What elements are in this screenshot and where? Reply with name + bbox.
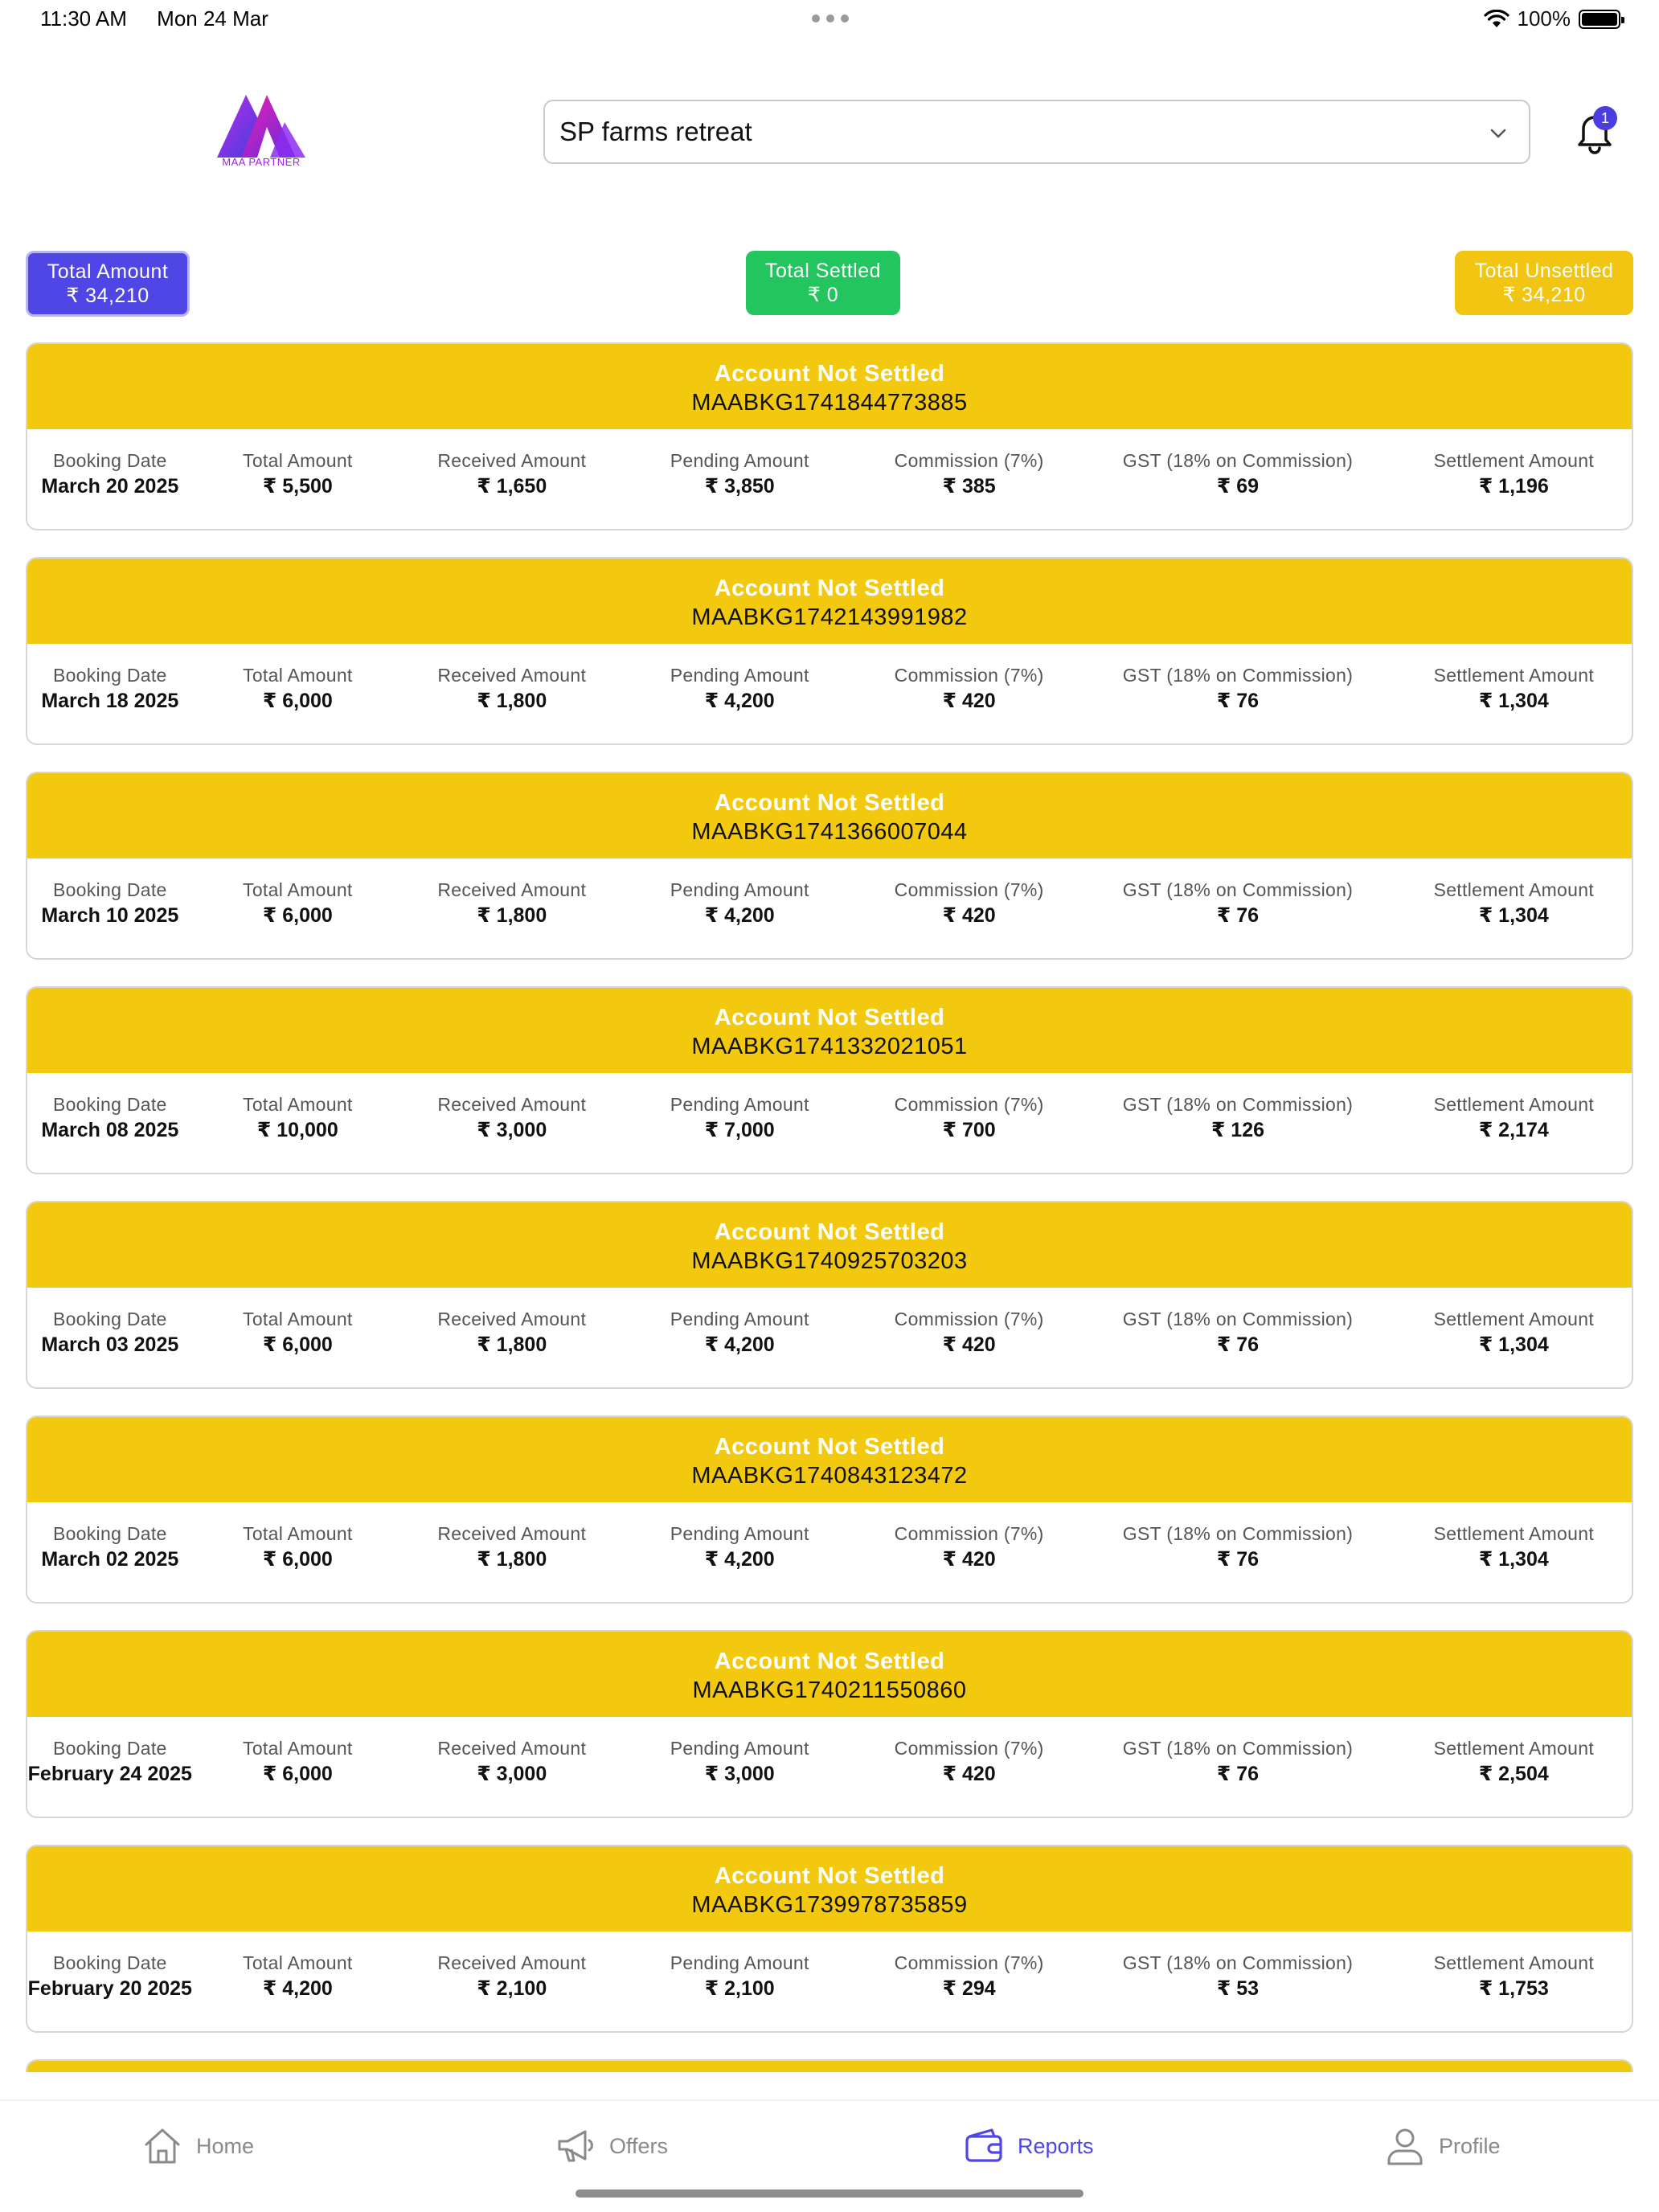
settlement-status: Account Not Settled [714,361,945,387]
commission-value: ₹ 420 [942,1333,996,1356]
pending-amount-column [621,878,858,929]
booking-date-label: Booking Date [52,1523,167,1544]
total-amount-value: ₹ 6,000 [262,1763,333,1785]
received-amount-column [403,1307,621,1358]
received-amount-column [403,878,621,929]
tab-profile-label: Profile [1439,2133,1501,2158]
received-amount-value: ₹ 1,800 [477,1333,547,1356]
total-amount-value: ₹ 6,000 [262,904,333,927]
booking-card-header [27,1417,1632,1502]
booking-date-value: February 24 2025 [27,1763,192,1785]
pending-amount-column [621,1951,858,2002]
settlement-amount-label: Settlement Amount [1433,1952,1595,1973]
gst-value: ₹ 76 [1216,1548,1260,1571]
pending-amount-label: Pending Amount [670,1523,809,1544]
booking-date-value: March 10 2025 [41,904,179,927]
total-amount-value: ₹ 5,500 [262,475,333,498]
received-amount-value: ₹ 2,100 [477,1977,547,2000]
total-amount-label: Total Amount [243,450,353,471]
commission-column [858,1736,1079,1788]
home-icon [141,2125,183,2167]
commission-label: Commission (7%) [894,450,1044,471]
settlement-amount-value: ₹ 1,304 [1478,1548,1549,1571]
commission-value: ₹ 385 [942,475,996,498]
settlement-amount-column [1396,1736,1632,1788]
total-amount-column [193,1522,403,1573]
received-amount-label: Received Amount [437,879,587,900]
received-amount-value: ₹ 3,000 [477,1763,547,1785]
pending-amount-value: ₹ 3,850 [704,475,775,498]
status-indicators [1484,6,1621,31]
settlement-amount-column [1396,878,1632,929]
gst-value: ₹ 76 [1216,1763,1260,1785]
settlement-amount-value: ₹ 1,304 [1478,690,1549,712]
total-amount-column [193,1951,403,2002]
commission-label: Commission (7%) [894,1738,1044,1759]
booking-date-label: Booking Date [52,1309,167,1329]
gst-label: GST (18% on Commission) [1122,1952,1354,1973]
commission-column [858,1307,1079,1358]
pending-amount-value: ₹ 2,100 [704,1977,775,2000]
settlement-amount-column [1396,1522,1632,1573]
pending-amount-label: Pending Amount [670,1309,809,1329]
booking-card-partial[interactable] [26,2059,1633,2072]
pending-amount-column [621,1522,858,1573]
settlement-amount-column [1396,1092,1632,1144]
received-amount-value: ₹ 1,800 [477,1548,547,1571]
tab-home-label: Home [196,2133,255,2158]
settlement-amount-column [1396,1951,1632,2002]
tab-home[interactable] [141,2125,254,2167]
booking-date-column [27,1736,193,1788]
settlement-status: Account Not Settled [714,790,945,816]
total-amount-label: Total Amount [243,1738,353,1759]
booking-card-details [27,1931,1632,2002]
property-select[interactable] [543,100,1530,164]
multitasking-dots-icon[interactable] [812,14,849,23]
commission-column [858,1951,1079,2002]
gst-value: ₹ 76 [1216,904,1260,927]
gst-column [1079,1092,1395,1144]
booking-card-header [27,773,1632,858]
received-amount-label: Received Amount [437,1094,587,1115]
pending-amount-label: Pending Amount [670,1738,809,1759]
booking-date-label: Booking Date [52,1952,167,1973]
pending-amount-value: ₹ 4,200 [704,1333,775,1356]
gst-column [1079,663,1395,715]
booking-date-value: February 20 2025 [27,1977,192,2000]
commission-value: ₹ 294 [942,1977,996,2000]
pending-amount-label: Pending Amount [670,879,809,900]
booking-card-header [27,1202,1632,1288]
booking-card[interactable] [26,1201,1633,1389]
booking-id: MAABKG1740211550860 [692,1677,967,1703]
booking-id: MAABKG1741332021051 [691,1034,968,1059]
total-amount-label: Total Amount [243,1094,353,1115]
total-settled-value: ₹ 0 [807,284,839,306]
booking-card-details [27,1502,1632,1573]
booking-card-header [27,1632,1632,1717]
received-amount-value: ₹ 3,000 [477,1119,547,1141]
pending-amount-column [621,1736,858,1788]
total-unsettled-value: ₹ 34,210 [1502,284,1586,306]
received-amount-column [403,663,621,715]
received-amount-column [403,1092,621,1144]
received-amount-value: ₹ 1,650 [477,475,547,498]
booking-card-header [27,344,1632,429]
total-unsettled-label: Total Unsettled [1474,260,1614,282]
total-settled-label: Total Settled [764,260,882,282]
booking-id: MAABKG1740925703203 [691,1248,968,1274]
settlement-amount-value: ₹ 1,304 [1478,904,1549,927]
booking-date-column [27,1307,193,1358]
pending-amount-column [621,663,858,715]
status-bar [0,0,1659,39]
total-amount-badge[interactable] [26,251,190,317]
total-amount-value: ₹ 6,000 [262,690,333,712]
wallet-icon [963,2125,1005,2167]
booking-date-column [27,878,193,929]
settlement-amount-label: Settlement Amount [1433,1309,1595,1329]
commission-value: ₹ 420 [942,690,996,712]
booking-card-header [27,1846,1632,1931]
booking-date-value: March 03 2025 [41,1333,179,1356]
received-amount-label: Received Amount [437,1523,587,1544]
pending-amount-label: Pending Amount [670,1952,809,1973]
total-amount-column [193,1092,403,1144]
booking-card[interactable] [26,1845,1633,2033]
booking-card[interactable] [26,1415,1633,1604]
commission-column [858,1092,1079,1144]
status-time-date [40,6,293,31]
booking-date-value: March 18 2025 [41,690,179,712]
settlement-status: Account Not Settled [714,1005,945,1030]
total-settled-badge[interactable] [746,251,900,315]
settlement-amount-value: ₹ 1,753 [1478,1977,1549,2000]
booking-date-column [27,1522,193,1573]
pending-amount-value: ₹ 3,000 [704,1763,775,1785]
total-amount-column [193,1307,403,1358]
booking-id: MAABKG1741366007044 [691,819,968,845]
total-amount-column [193,878,403,929]
total-amount-value: ₹ 34,210 [66,285,150,307]
booking-id: MAABKG1741844773885 [691,390,968,416]
booking-date-column [27,449,193,500]
commission-label: Commission (7%) [894,1952,1044,1973]
received-amount-label: Received Amount [437,1952,587,1973]
gst-column [1079,878,1395,929]
settlement-amount-value: ₹ 1,196 [1478,475,1549,498]
booking-card[interactable] [26,342,1633,530]
booking-id: MAABKG1740843123472 [691,1463,968,1489]
commission-label: Commission (7%) [894,1094,1044,1115]
total-amount-label: Total Amount [47,260,169,283]
booking-date-value: March 02 2025 [41,1548,179,1571]
gst-value: ₹ 69 [1216,475,1260,498]
total-amount-column [193,449,403,500]
commission-value: ₹ 420 [942,1548,996,1571]
commission-column [858,663,1079,715]
commission-value: ₹ 420 [942,1763,996,1785]
settlement-amount-column [1396,663,1632,715]
received-amount-label: Received Amount [437,1738,587,1759]
gst-column [1079,1522,1395,1573]
pending-amount-column [621,1092,858,1144]
booking-card[interactable] [26,772,1633,960]
gst-column [1079,449,1395,500]
booking-id: MAABKG1739978735859 [691,1892,968,1918]
settlement-amount-label: Settlement Amount [1433,1738,1595,1759]
settlement-amount-label: Settlement Amount [1433,450,1595,471]
settlement-amount-label: Settlement Amount [1433,879,1595,900]
total-amount-value: ₹ 10,000 [256,1119,338,1141]
received-amount-column [403,1736,621,1788]
tab-profile[interactable] [1384,2125,1501,2167]
settlement-amount-label: Settlement Amount [1433,1094,1595,1115]
gst-value: ₹ 53 [1216,1977,1260,2000]
tab-reports[interactable] [963,2125,1094,2167]
booking-date-column [27,663,193,715]
commission-value: ₹ 700 [942,1119,996,1141]
commission-label: Commission (7%) [894,1309,1044,1329]
settlement-amount-label: Settlement Amount [1433,665,1595,686]
received-amount-column [403,449,621,500]
total-amount-value: ₹ 6,000 [262,1548,333,1571]
total-amount-label: Total Amount [243,1952,353,1973]
tab-reports-label: Reports [1018,2133,1094,2158]
booking-date-label: Booking Date [52,1738,167,1759]
booking-date-value: March 08 2025 [41,1119,179,1141]
user-icon [1384,2125,1426,2167]
gst-label: GST (18% on Commission) [1122,1094,1354,1115]
booking-card[interactable] [26,557,1633,745]
pending-amount-label: Pending Amount [670,450,809,471]
settlement-amount-column [1396,449,1632,500]
total-amount-label: Total Amount [243,879,353,900]
booking-date-label: Booking Date [52,879,167,900]
gst-label: GST (18% on Commission) [1122,879,1354,900]
total-unsettled-badge[interactable] [1455,251,1633,315]
received-amount-value: ₹ 1,800 [477,904,547,927]
commission-value: ₹ 420 [942,904,996,927]
pending-amount-column [621,1307,858,1358]
booking-date-column [27,1092,193,1144]
gst-value: ₹ 76 [1216,690,1260,712]
settlement-status: Account Not Settled [714,1649,945,1674]
booking-date-value: March 20 2025 [41,475,179,498]
pending-amount-value: ₹ 4,200 [704,1548,775,1571]
battery-icon [1579,10,1620,29]
pending-amount-value: ₹ 7,000 [704,1119,775,1141]
settlement-amount-value: ₹ 2,174 [1478,1119,1549,1141]
booking-card-header [27,988,1632,1073]
home-indicator[interactable] [576,2189,1083,2198]
booking-card[interactable] [26,986,1633,1174]
booking-date-label: Booking Date [52,1094,167,1115]
commission-column [858,1522,1079,1573]
commission-label: Commission (7%) [894,879,1044,900]
gst-column [1079,1736,1395,1788]
chevron-down-icon [1487,122,1509,145]
settlement-amount-value: ₹ 1,304 [1478,1333,1549,1356]
booking-card-header [27,2061,1632,2072]
settlement-status: Account Not Settled [714,576,945,601]
maa-partner-logo [217,90,305,170]
status-date: Mon 24 Mar [157,6,268,31]
total-amount-column [193,663,403,715]
logo-text: MAA PARTNER [222,156,301,168]
tab-offers-label: Offers [609,2133,669,2158]
settlement-amount-label: Settlement Amount [1433,1523,1595,1544]
booking-card-header [27,559,1632,644]
gst-label: GST (18% on Commission) [1122,1523,1354,1544]
commission-column [858,878,1079,929]
commission-label: Commission (7%) [894,665,1044,686]
status-time: 11:30 AM [40,6,127,31]
commission-column [858,449,1079,500]
booking-card-details [27,1073,1632,1144]
gst-label: GST (18% on Commission) [1122,665,1354,686]
tab-offers[interactable] [555,2125,668,2167]
booking-date-column [27,1951,193,2002]
pending-amount-value: ₹ 4,200 [704,904,775,927]
received-amount-column [403,1951,621,2002]
settlement-amount-column [1396,1307,1632,1358]
pending-amount-label: Pending Amount [670,1094,809,1115]
booking-date-label: Booking Date [52,665,167,686]
received-amount-value: ₹ 1,800 [477,690,547,712]
settlement-status: Account Not Settled [714,1219,945,1245]
booking-date-label: Booking Date [52,450,167,471]
gst-value: ₹ 126 [1210,1119,1265,1141]
gst-label: GST (18% on Commission) [1122,1309,1354,1329]
total-amount-value: ₹ 4,200 [262,1977,333,2000]
gst-value: ₹ 76 [1216,1333,1260,1356]
gst-column [1079,1951,1395,2002]
gst-column [1079,1307,1395,1358]
received-amount-label: Received Amount [437,1309,587,1329]
pending-amount-label: Pending Amount [670,665,809,686]
booking-card[interactable] [26,1630,1633,1818]
settlement-amount-value: ₹ 2,504 [1478,1763,1549,1785]
booking-list[interactable] [26,342,1633,2072]
settlement-status: Account Not Settled [714,1434,945,1460]
booking-id: MAABKG1742143991982 [691,604,968,630]
total-amount-value: ₹ 6,000 [262,1333,333,1356]
pending-amount-column [621,449,858,500]
megaphone-icon [555,2125,596,2167]
property-select-value: SP farms retreat [559,117,752,146]
booking-card-details [27,1288,1632,1358]
received-amount-label: Received Amount [437,665,587,686]
wifi-icon [1484,10,1509,29]
received-amount-column [403,1522,621,1573]
booking-card-details [27,858,1632,929]
total-amount-label: Total Amount [243,1523,353,1544]
booking-card-details [27,1717,1632,1788]
commission-label: Commission (7%) [894,1523,1044,1544]
total-amount-label: Total Amount [243,1309,353,1329]
booking-card-details [27,429,1632,500]
gst-label: GST (18% on Commission) [1122,1738,1354,1759]
pending-amount-value: ₹ 4,200 [704,690,775,712]
booking-card-details [27,644,1632,715]
settlement-status: Account Not Settled [714,1863,945,1889]
gst-label: GST (18% on Commission) [1122,450,1354,471]
received-amount-label: Received Amount [437,450,587,471]
total-amount-column [193,1736,403,1788]
notification-badge: 1 [1593,106,1617,130]
battery-percent: 100% [1517,6,1571,31]
total-amount-label: Total Amount [243,665,353,686]
